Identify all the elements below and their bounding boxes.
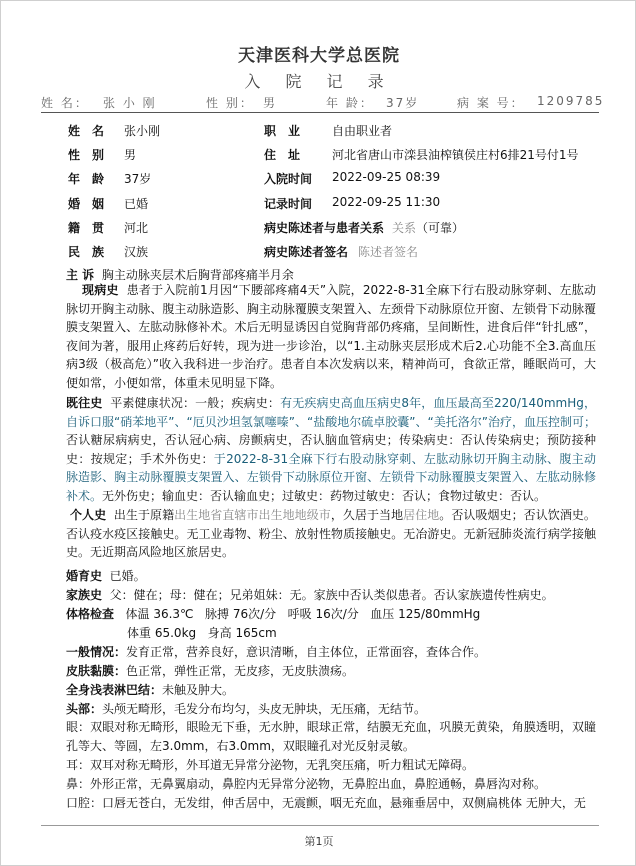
blood-pressure-value: 125/80mmHg [398,607,481,621]
lymph-nodes-label: 全身浅表淋巴结： [66,683,163,697]
skin-mucosa-text: 色正常，弹性正常，无皮疹，无皮肤溃疡。 [126,664,355,678]
family-history-text: 父：健在；母：健在；兄弟姐妹：无。家族中否认类似患者。否认家族遗传性病史。 [109,588,554,602]
sex-label: 性 别： [206,96,254,110]
info-sex-label: 性别 [68,148,117,162]
info-relation-value: 关系 [392,221,417,235]
general-condition-label: 一般情况： [66,645,127,659]
info-job-label: 职业 [264,124,313,138]
past-history-text-3: 无外伤史；输血史：否认输血史；过敏史：药物过敏史：否认；食物过敏史：否认。 [102,488,547,503]
personal-history-text-1: 出生于原籍 [113,508,175,522]
present-illness-label: 现病史 [82,283,119,297]
pulse-label: 脉搏 [204,607,229,621]
personal-history-text-2: ，久居于当地 [330,508,404,522]
weight-label: 体重 [127,626,152,640]
ear-exam [66,756,474,773]
general-condition [66,643,486,660]
footer-divider [41,825,599,826]
info-age-label: 年龄 [68,172,117,186]
info-native-label: 籍贯 [68,221,117,235]
temperature-label: 体温 [125,607,150,621]
chief-complaint-label: 主 诉 [66,268,95,282]
eye-exam-text: 眼：双眼对称无畸形，眼睑无下垂，无水肿，眼球正常，结膜无充血，巩膜无黄染，角膜透明，双瞳孔等大、等圆，左3.0mm，右3.0mm，双眼瞳孔对光反射灵敏。 [66,720,596,753]
age-value: 37岁 [386,96,420,110]
ear-exam-text: 耳：双耳对称无畸形，外耳道无异常分泌物，无乳突压痛，听力粗试无障碍。 [66,758,475,772]
page-number: 第1页 [304,835,334,848]
respiration-label: 呼吸 [287,607,312,621]
present-illness-text: 患者于入院前1月因“下腰部疼痛4天”入院，2022-8-31全麻下行右股动脉穿刺、左肱动脉切开胸主动脉、腹主动脉造影、胸主动脉覆膜支架置入、左颈骨下动脉原位开窗、左锁骨下动脉覆膜支架置入、左肱动脉修补术。术后无明显诱因自觉胸背部仍疼痛，呈间断性，进食后伴“针扎感”，夜间为著，服用止疼药后好转，现为进一步诊治，以“1.主动脉夹层形成术后2.心功能不全3.高血压病3级（极高危）”收入我科进一步治疗。患者自本次发病以来，精神尚可，食欲正常，睡眠尚可，大便如常，小便如常，体重未见明显下降。 [66,283,596,390]
marriage-history [66,567,146,584]
age-label: 年 龄： [326,96,374,110]
info-relation-reliability: （可靠） [416,221,465,235]
height-value: 165cm [235,626,277,640]
eye-exam [66,718,596,755]
personal-history [66,506,596,562]
skin-mucosa-label: 皮肤黏膜： [66,664,127,678]
skin-mucosa [66,662,354,679]
info-name-value: 张小刚 [124,124,161,138]
info-marital-value: 已婚 [124,197,149,211]
height-label: 身高 [207,626,232,640]
mouth-exam [66,794,596,811]
info-signature-label: 病史陈述者签名 [264,245,349,259]
marriage-history-text: 已婚。 [109,569,146,583]
head-exam-text: 头颅无畸形，毛发分布均匀，头皮无肿块，无压痛，无结节。 [102,702,427,716]
physical-exam-label: 体格检查 [66,607,115,621]
family-history-label: 家族史 [66,588,103,602]
personal-residence: 居住地 [403,508,440,522]
info-admit-value: 2022-09-25 08:39 [332,170,441,184]
info-name-label: 姓名 [68,124,117,138]
nose-exam [66,775,546,792]
name-value: 张 小 刚 [103,96,157,110]
past-history-surgery: 于2022-8-31全麻下行右股动脉穿刺、左肱动脉切开胸主动脉、腹主动脉造影、胸主动脉覆膜支架置入、左锁骨下动脉原位开窗、左锁骨下动脉覆膜支架置入、左肱动脉修补术。 [66,451,596,503]
weight-value: 65.0kg [154,626,197,640]
pulse-value: 76次/分 [232,607,277,621]
personal-birthplace: 出生地省直辖市出生地地级市 [174,508,331,522]
info-ethnicity-value: 汉族 [124,245,149,259]
head-exam-label: 头部： [66,702,103,716]
info-job-value: 自由职业者 [332,124,393,138]
past-history-text-1: 平素健康状况：一般；疾病史： [110,396,281,410]
past-history-text-2: 否认糖尿病病史，否认冠心病、房颤病史，否认脑血管病史；传染病史：否认传染病史；预防接种史：按规定；手术外伤史： [66,433,596,466]
physical-exam-vitals [66,605,480,622]
hospital-name: 天津医科大学总医院 [238,46,400,66]
record-number-label: 病 案 号： [457,96,525,110]
info-age-value: 37岁 [124,172,152,186]
info-address-label: 住址 [264,148,313,162]
header-divider [41,112,599,113]
lymph-nodes-text: 未触及肿大。 [162,683,235,697]
info-native-value: 河北 [124,221,149,235]
info-admit-label: 入院时间 [264,172,313,186]
blood-pressure-label: 血压 [370,607,395,621]
info-signature-value: 陈述者签名 [358,245,419,259]
sex-value: 男 [263,96,278,110]
info-sex-value: 男 [124,148,137,162]
info-marital-label: 婚姻 [68,197,117,211]
present-illness [66,281,596,392]
personal-history-label: 个人史 [70,508,107,522]
nose-exam-text: 鼻：外形正常，无鼻翼扇动，鼻腔内无异常分泌物，无鼻腔出血，鼻腔通畅，鼻唇沟对称。 [66,777,547,791]
family-history [66,586,554,603]
info-record-time-label: 记录时间 [264,197,313,211]
mouth-exam-text: 口腔：口唇无苍白，无发绀，伸舌居中，无震颤，咽无充血，悬雍垂居中，双侧扁桃体 无肿大，无 [66,796,586,810]
past-history [66,394,596,505]
document-title: 入 院 记 录 [244,72,394,91]
chief-complaint-text: 胸主动脉夹层术后胸背部疼痛半月余 [101,268,294,282]
info-relation-label: 病史陈述者与患者关系 [264,221,385,235]
temperature-value: 36.3℃ [153,607,194,621]
past-history-disease: 有无疾病史高血压病史8年，血压最高至220/140mmHg，自诉口服“硝苯地平”、“厄贝沙坦氢氯噻嗪”、“盐酸地尔硫卓胶囊”、“美托洛尔”治疗，血压控制可； [66,396,596,429]
physical-exam-body [127,624,277,641]
info-ethnicity-label: 民族 [68,245,117,259]
info-relation-value-wrap [392,219,464,236]
head-exam [66,700,426,717]
lymph-nodes [66,681,234,698]
marriage-history-label: 婚育史 [66,569,103,583]
personal-history-text-3: 。否认吸烟史；否认饮酒史。否认疫水疫区接触史。无工业毒物、粉尘、放射性物质接触史。无冶游史。无新冠肺炎流行病学接触史。无近期高风险地区旅居史。 [66,508,596,559]
info-record-time-value: 2022-09-25 11:30 [332,195,441,209]
past-history-label: 既往史 [66,396,103,410]
general-condition-text: 发育正常，营养良好，意识清晰，自主体位，正常面容，查体合作。 [126,645,487,659]
info-address-value: 河北省唐山市滦县油榨镇侯庄村6排21号付1号 [332,148,579,162]
respiration-value: 16次/分 [315,607,359,621]
record-number-value: 1209785 [537,94,605,108]
name-label: 姓 名： [41,96,89,110]
